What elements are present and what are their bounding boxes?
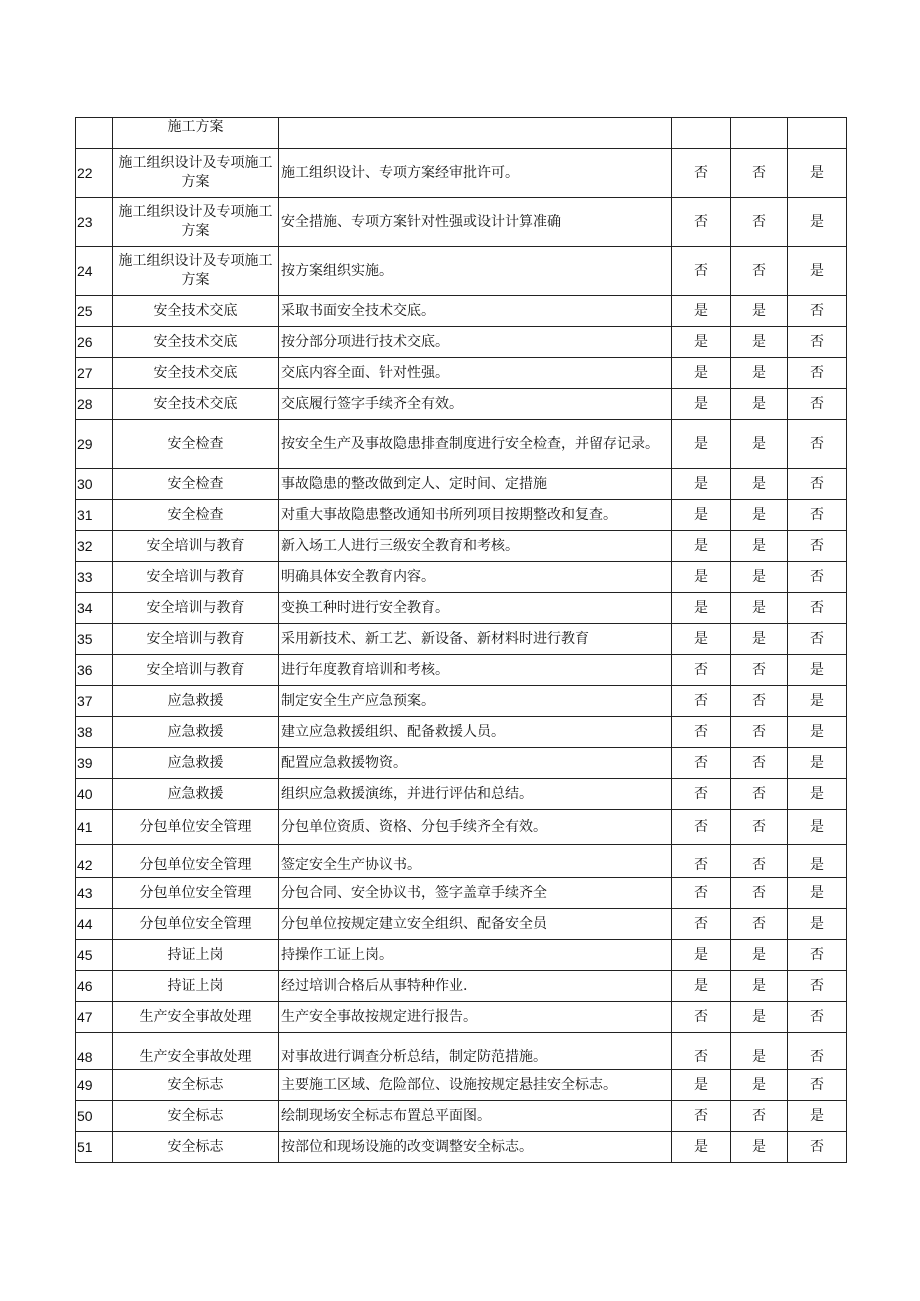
result-col-1: 否 bbox=[672, 810, 731, 845]
result-col-2: 否 bbox=[731, 686, 788, 717]
table-row bbox=[76, 748, 847, 779]
check-item: 应急救援 bbox=[113, 748, 279, 779]
result-col-3: 否 bbox=[788, 1132, 847, 1163]
check-item: 施工组织设计及专项施工方案 bbox=[113, 198, 279, 247]
row-number: 29 bbox=[76, 420, 113, 469]
result-col-1: 否 bbox=[672, 655, 731, 686]
table-row bbox=[76, 845, 847, 878]
check-content: 主要施工区域、危险部位、设施按规定悬挂安全标志。 bbox=[279, 1070, 672, 1101]
result-col-1: 是 bbox=[672, 940, 731, 971]
check-item: 安全检查 bbox=[113, 420, 279, 469]
result-col-2: 否 bbox=[731, 1101, 788, 1132]
result-col-3: 否 bbox=[788, 1002, 847, 1033]
result-col-2: 否 bbox=[731, 247, 788, 296]
result-col-3: 否 bbox=[788, 327, 847, 358]
row-number: 32 bbox=[76, 531, 113, 562]
check-content: 按分部分项进行技术交底。 bbox=[279, 327, 672, 358]
table-row bbox=[76, 562, 847, 593]
check-content: 持操作工证上岗。 bbox=[279, 940, 672, 971]
check-content: 按部位和现场设施的改变调整安全标志。 bbox=[279, 1132, 672, 1163]
check-content: 签定安全生产协议书。 bbox=[279, 845, 672, 878]
table-row bbox=[76, 198, 847, 247]
result-col-1: 是 bbox=[672, 358, 731, 389]
result-col-3: 是 bbox=[788, 810, 847, 845]
check-item: 安全技术交底 bbox=[113, 296, 279, 327]
row-number: 46 bbox=[76, 971, 113, 1002]
row-number: 43 bbox=[76, 878, 113, 909]
table-row bbox=[76, 420, 847, 469]
check-item: 施工方案 bbox=[113, 118, 279, 149]
row-number: 48 bbox=[76, 1033, 113, 1070]
result-col-1: 否 bbox=[672, 198, 731, 247]
check-item: 安全标志 bbox=[113, 1132, 279, 1163]
check-content: 按方案组织实施。 bbox=[279, 247, 672, 296]
result-col-2: 否 bbox=[731, 748, 788, 779]
check-item: 安全培训与教育 bbox=[113, 562, 279, 593]
check-content: 配置应急救援物资。 bbox=[279, 748, 672, 779]
row-number: 23 bbox=[76, 198, 113, 247]
result-col-3 bbox=[788, 118, 847, 149]
check-content: 交底内容全面、针对性强。 bbox=[279, 358, 672, 389]
result-col-2: 是 bbox=[731, 389, 788, 420]
check-content: 分包单位按规定建立安全组织、配备安全员 bbox=[279, 909, 672, 940]
result-col-1: 否 bbox=[672, 1002, 731, 1033]
table-row bbox=[76, 1132, 847, 1163]
table-row bbox=[76, 327, 847, 358]
check-content: 建立应急救援组织、配备救援人员。 bbox=[279, 717, 672, 748]
check-content: 安全措施、专项方案针对性强或设计计算准确 bbox=[279, 198, 672, 247]
row-number: 44 bbox=[76, 909, 113, 940]
result-col-1: 是 bbox=[672, 296, 731, 327]
result-col-2: 是 bbox=[731, 358, 788, 389]
row-number: 35 bbox=[76, 624, 113, 655]
check-item: 生产安全事故处理 bbox=[113, 1033, 279, 1070]
row-number: 30 bbox=[76, 469, 113, 500]
result-col-3: 是 bbox=[788, 247, 847, 296]
check-item: 分包单位安全管理 bbox=[113, 845, 279, 878]
result-col-2: 是 bbox=[731, 500, 788, 531]
result-col-1: 是 bbox=[672, 469, 731, 500]
result-col-1: 否 bbox=[672, 1033, 731, 1070]
result-col-3: 是 bbox=[788, 878, 847, 909]
table-row bbox=[76, 940, 847, 971]
check-item: 施工组织设计及专项施工方案 bbox=[113, 247, 279, 296]
result-col-3: 否 bbox=[788, 971, 847, 1002]
result-col-2: 是 bbox=[731, 624, 788, 655]
table-row bbox=[76, 149, 847, 198]
check-item: 安全检查 bbox=[113, 469, 279, 500]
check-item: 安全培训与教育 bbox=[113, 655, 279, 686]
safety-checklist-table bbox=[75, 117, 847, 1163]
table-row bbox=[76, 389, 847, 420]
check-item: 分包单位安全管理 bbox=[113, 909, 279, 940]
table-row bbox=[76, 593, 847, 624]
result-col-2: 是 bbox=[731, 1132, 788, 1163]
table-row bbox=[76, 686, 847, 717]
row-number: 25 bbox=[76, 296, 113, 327]
table-row bbox=[76, 878, 847, 909]
check-item: 应急救援 bbox=[113, 779, 279, 810]
result-col-1: 是 bbox=[672, 593, 731, 624]
check-item: 生产安全事故处理 bbox=[113, 1002, 279, 1033]
table-row bbox=[76, 1033, 847, 1070]
check-content: 分包单位资质、资格、分包手续齐全有效。 bbox=[279, 810, 672, 845]
check-item: 持证上岗 bbox=[113, 971, 279, 1002]
check-item: 安全培训与教育 bbox=[113, 531, 279, 562]
check-content: 事故隐患的整改做到定人、定时间、定措施 bbox=[279, 469, 672, 500]
result-col-1: 是 bbox=[672, 327, 731, 358]
table-row bbox=[76, 971, 847, 1002]
result-col-1: 否 bbox=[672, 717, 731, 748]
check-item: 应急救援 bbox=[113, 686, 279, 717]
result-col-3: 是 bbox=[788, 655, 847, 686]
row-number: 40 bbox=[76, 779, 113, 810]
result-col-2: 否 bbox=[731, 845, 788, 878]
row-number: 41 bbox=[76, 810, 113, 845]
check-item: 施工组织设计及专项施工方案 bbox=[113, 149, 279, 198]
result-col-3: 否 bbox=[788, 1033, 847, 1070]
check-item: 安全培训与教育 bbox=[113, 593, 279, 624]
check-content: 交底履行签字手续齐全有效。 bbox=[279, 389, 672, 420]
row-number: 45 bbox=[76, 940, 113, 971]
row-number: 28 bbox=[76, 389, 113, 420]
row-number: 49 bbox=[76, 1070, 113, 1101]
result-col-1: 否 bbox=[672, 878, 731, 909]
result-col-1: 是 bbox=[672, 500, 731, 531]
result-col-2: 是 bbox=[731, 469, 788, 500]
row-number: 26 bbox=[76, 327, 113, 358]
check-content: 进行年度教育培训和考核。 bbox=[279, 655, 672, 686]
table-row bbox=[76, 1002, 847, 1033]
check-content: 分包合同、安全协议书，签字盖章手续齐全 bbox=[279, 878, 672, 909]
check-item: 安全标志 bbox=[113, 1070, 279, 1101]
check-item: 安全标志 bbox=[113, 1101, 279, 1132]
result-col-1: 否 bbox=[672, 149, 731, 198]
row-number: 31 bbox=[76, 500, 113, 531]
result-col-2: 否 bbox=[731, 810, 788, 845]
result-col-3: 是 bbox=[788, 149, 847, 198]
result-col-3: 否 bbox=[788, 593, 847, 624]
table-row bbox=[76, 1101, 847, 1132]
result-col-1: 否 bbox=[672, 247, 731, 296]
result-col-1: 否 bbox=[672, 1101, 731, 1132]
result-col-3: 否 bbox=[788, 420, 847, 469]
check-item: 安全培训与教育 bbox=[113, 624, 279, 655]
row-number: 50 bbox=[76, 1101, 113, 1132]
result-col-2: 是 bbox=[731, 971, 788, 1002]
result-col-3: 否 bbox=[788, 500, 847, 531]
check-item: 分包单位安全管理 bbox=[113, 878, 279, 909]
result-col-2: 是 bbox=[731, 562, 788, 593]
result-col-3: 是 bbox=[788, 748, 847, 779]
row-number bbox=[76, 118, 113, 149]
check-content: 绘制现场安全标志布置总平面图。 bbox=[279, 1101, 672, 1132]
result-col-3: 是 bbox=[788, 1101, 847, 1132]
result-col-3: 否 bbox=[788, 358, 847, 389]
result-col-1: 否 bbox=[672, 686, 731, 717]
result-col-3: 否 bbox=[788, 389, 847, 420]
check-item: 安全检查 bbox=[113, 500, 279, 531]
check-content bbox=[279, 118, 672, 149]
table-row bbox=[76, 358, 847, 389]
row-number: 38 bbox=[76, 717, 113, 748]
result-col-2: 是 bbox=[731, 531, 788, 562]
result-col-3: 是 bbox=[788, 909, 847, 940]
result-col-2: 否 bbox=[731, 779, 788, 810]
check-content: 采用新技术、新工艺、新设备、新材料时进行教育 bbox=[279, 624, 672, 655]
row-number: 33 bbox=[76, 562, 113, 593]
table-row bbox=[76, 909, 847, 940]
result-col-1: 是 bbox=[672, 1070, 731, 1101]
result-col-3: 是 bbox=[788, 686, 847, 717]
table-row bbox=[76, 810, 847, 845]
row-number: 39 bbox=[76, 748, 113, 779]
result-col-2: 否 bbox=[731, 198, 788, 247]
check-item: 应急救援 bbox=[113, 717, 279, 748]
check-item: 安全技术交底 bbox=[113, 327, 279, 358]
result-col-2: 是 bbox=[731, 1070, 788, 1101]
result-col-3: 否 bbox=[788, 940, 847, 971]
result-col-2: 是 bbox=[731, 420, 788, 469]
result-col-1: 是 bbox=[672, 531, 731, 562]
table-row bbox=[76, 500, 847, 531]
result-col-2: 否 bbox=[731, 909, 788, 940]
result-col-2: 否 bbox=[731, 878, 788, 909]
result-col-3: 是 bbox=[788, 779, 847, 810]
check-content: 明确具体安全教育内容。 bbox=[279, 562, 672, 593]
result-col-1: 否 bbox=[672, 909, 731, 940]
table-row bbox=[76, 1070, 847, 1101]
row-number: 37 bbox=[76, 686, 113, 717]
result-col-1: 是 bbox=[672, 971, 731, 1002]
check-item: 安全技术交底 bbox=[113, 389, 279, 420]
result-col-1: 是 bbox=[672, 624, 731, 655]
row-number: 42 bbox=[76, 845, 113, 878]
check-item: 分包单位安全管理 bbox=[113, 810, 279, 845]
result-col-2: 是 bbox=[731, 940, 788, 971]
result-col-2: 否 bbox=[731, 717, 788, 748]
table-row bbox=[76, 247, 847, 296]
result-col-3: 是 bbox=[788, 717, 847, 748]
result-col-1: 是 bbox=[672, 389, 731, 420]
check-content: 新入场工人进行三级安全教育和考核。 bbox=[279, 531, 672, 562]
table-row bbox=[76, 469, 847, 500]
result-col-2: 是 bbox=[731, 593, 788, 624]
result-col-2: 否 bbox=[731, 149, 788, 198]
result-col-2: 是 bbox=[731, 296, 788, 327]
check-item: 持证上岗 bbox=[113, 940, 279, 971]
result-col-3: 否 bbox=[788, 1070, 847, 1101]
row-number: 24 bbox=[76, 247, 113, 296]
result-col-3: 否 bbox=[788, 296, 847, 327]
table-row bbox=[76, 531, 847, 562]
check-content: 制定安全生产应急预案。 bbox=[279, 686, 672, 717]
result-col-1: 是 bbox=[672, 1132, 731, 1163]
result-col-2: 是 bbox=[731, 1002, 788, 1033]
result-col-1: 否 bbox=[672, 748, 731, 779]
check-content: 采取书面安全技术交底。 bbox=[279, 296, 672, 327]
result-col-1: 是 bbox=[672, 420, 731, 469]
result-col-1: 否 bbox=[672, 779, 731, 810]
check-content: 对事故进行调查分析总结，制定防范措施。 bbox=[279, 1033, 672, 1070]
check-content: 经过培训合格后从事特种作业. bbox=[279, 971, 672, 1002]
table-row bbox=[76, 624, 847, 655]
table-row bbox=[76, 779, 847, 810]
row-number: 22 bbox=[76, 149, 113, 198]
row-number: 36 bbox=[76, 655, 113, 686]
result-col-3: 是 bbox=[788, 845, 847, 878]
result-col-3: 否 bbox=[788, 624, 847, 655]
check-content: 组织应急救援演练，并进行评估和总结。 bbox=[279, 779, 672, 810]
result-col-1 bbox=[672, 118, 731, 149]
table-row bbox=[76, 655, 847, 686]
row-number: 47 bbox=[76, 1002, 113, 1033]
row-number: 51 bbox=[76, 1132, 113, 1163]
check-item: 安全技术交底 bbox=[113, 358, 279, 389]
check-content: 按安全生产及事故隐患排查制度进行安全检查，并留存记录。 bbox=[279, 420, 672, 469]
result-col-2 bbox=[731, 118, 788, 149]
result-col-3: 否 bbox=[788, 469, 847, 500]
check-content: 生产安全事故按规定进行报告。 bbox=[279, 1002, 672, 1033]
result-col-2: 是 bbox=[731, 1033, 788, 1070]
table-row bbox=[76, 296, 847, 327]
check-content: 对重大事故隐患整改通知书所列项目按期整改和复查。 bbox=[279, 500, 672, 531]
row-number: 27 bbox=[76, 358, 113, 389]
check-content: 施工组织设计、专项方案经审批许可。 bbox=[279, 149, 672, 198]
result-col-3: 是 bbox=[788, 198, 847, 247]
table-row bbox=[76, 118, 847, 149]
result-col-2: 是 bbox=[731, 327, 788, 358]
result-col-1: 是 bbox=[672, 562, 731, 593]
result-col-2: 否 bbox=[731, 655, 788, 686]
row-number: 34 bbox=[76, 593, 113, 624]
table-row bbox=[76, 717, 847, 748]
check-content: 变换工种时进行安全教育。 bbox=[279, 593, 672, 624]
result-col-3: 否 bbox=[788, 531, 847, 562]
result-col-1: 否 bbox=[672, 845, 731, 878]
result-col-3: 否 bbox=[788, 562, 847, 593]
